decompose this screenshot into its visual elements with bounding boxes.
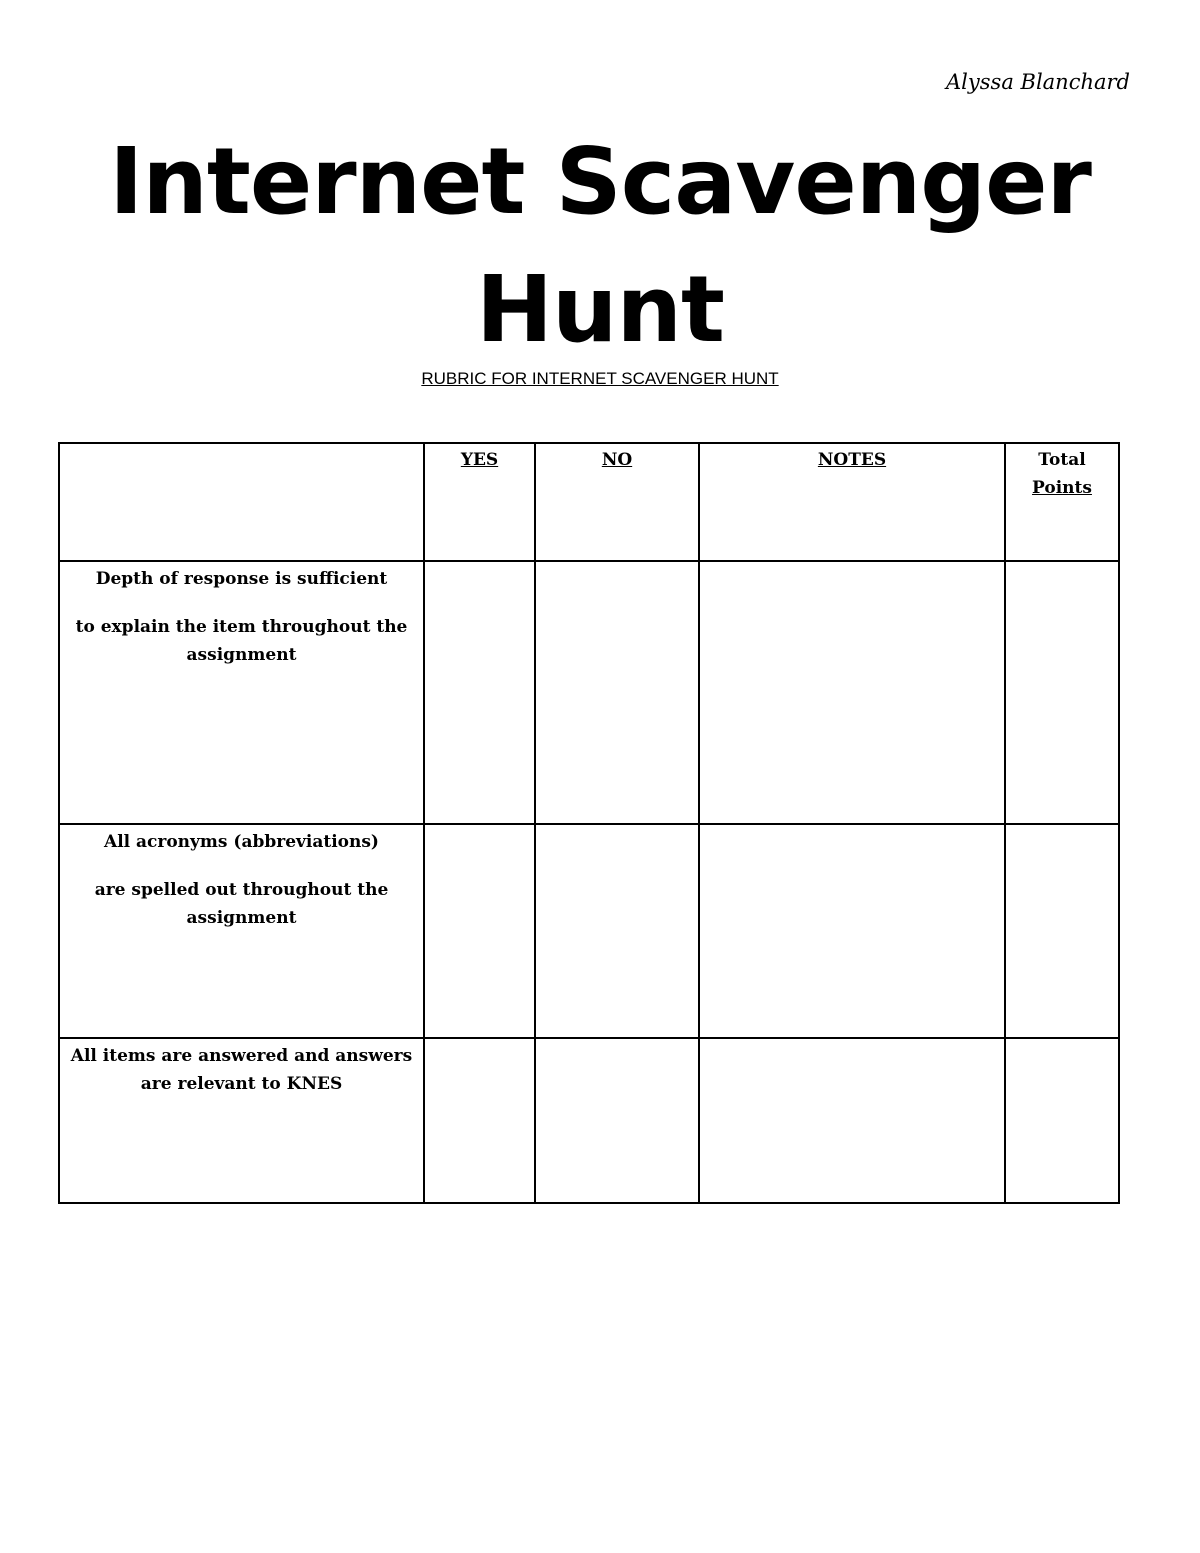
- header-row: [59, 443, 1119, 561]
- criteria-header: [59, 443, 424, 561]
- total-points-cell[interactable]: [1005, 824, 1119, 1038]
- table-row: [59, 824, 1119, 1038]
- rubric-table: [58, 442, 1120, 1204]
- total-points-cell[interactable]: [1005, 1038, 1119, 1203]
- notes-header: NOTES: [699, 443, 1005, 561]
- criteria-cell: [59, 1038, 424, 1203]
- table-row: [59, 561, 1119, 824]
- criteria-line-1: All acronyms (abbreviations): [104, 832, 379, 852]
- yes-header: YES: [424, 443, 535, 561]
- rubric-subtitle: RUBRIC FOR INTERNET SCAVENGER HUNT: [421, 369, 779, 388]
- notes-cell[interactable]: [699, 1038, 1005, 1203]
- no-cell[interactable]: [535, 561, 699, 824]
- yes-cell[interactable]: [424, 1038, 535, 1203]
- table-row: [59, 1038, 1119, 1203]
- criteria-line-1: Depth of response is sufficient: [95, 569, 388, 589]
- no-header: NO: [535, 443, 699, 561]
- no-cell[interactable]: [535, 824, 699, 1038]
- no-cell[interactable]: [535, 1038, 699, 1203]
- title-line-2: Hunt: [476, 256, 724, 363]
- yes-cell[interactable]: [424, 824, 535, 1038]
- criteria-line-1: All items are answered and answers are relevant to KNES: [70, 1046, 413, 1094]
- yes-cell[interactable]: [424, 561, 535, 824]
- criteria-cell: [59, 824, 424, 1038]
- total-points-cell[interactable]: [1005, 561, 1119, 824]
- notes-cell[interactable]: [699, 824, 1005, 1038]
- page-title: [0, 118, 1200, 374]
- title-line-1: Internet Scavenger: [109, 128, 1091, 235]
- author-name: Alyssa Blanchard: [946, 70, 1130, 94]
- total-points-header: Total Points: [1005, 443, 1119, 561]
- criteria-line-2: are spelled out throughout the assignment: [94, 880, 389, 928]
- criteria-cell: [59, 561, 424, 824]
- criteria-line-2: to explain the item throughout the assignment: [75, 617, 408, 665]
- notes-cell[interactable]: [699, 561, 1005, 824]
